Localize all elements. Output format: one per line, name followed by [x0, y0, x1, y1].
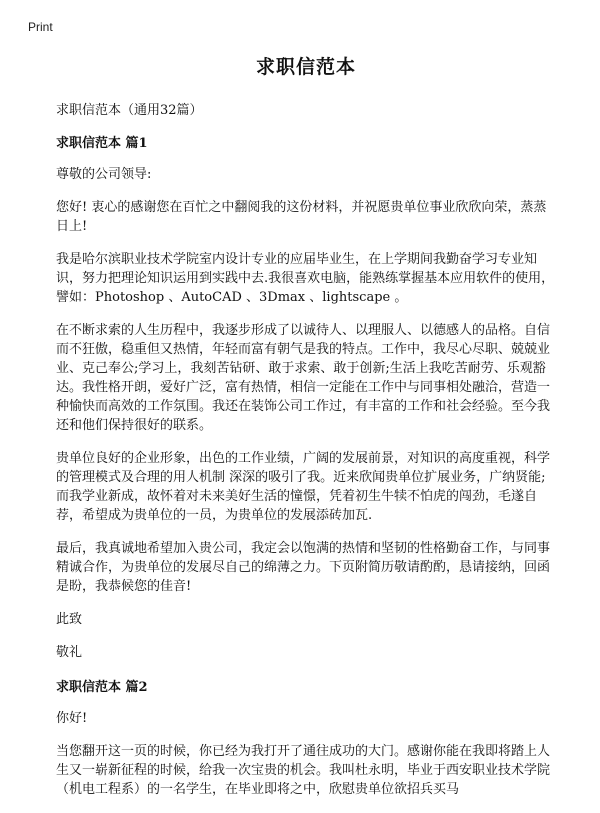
salutation: 你好! [56, 711, 88, 726]
salutation: 尊敬的公司领导: [56, 167, 152, 182]
intro-paragraph: 当您翻开这一页的时候，你已经为我打开了通往成功的大门。感谢你能在我即将踏上人生又一崭新征程的时候，给我一次宝贵的机会。我叫杜永明，毕业于西安职业技术学院（机电工程系）的一名学生，在毕业即将之中，欣慰贵单位欲招兵买马 [56, 744, 551, 797]
document-subtitle: 求职信范本（通用32篇） [56, 103, 203, 118]
sign-off-1: 此致 [56, 612, 83, 627]
sign-off-2: 敬礼 [56, 645, 83, 660]
closing-paragraph: 最后，我真诚地希望加入贵公司，我定会以饱满的热情和坚韧的性格勤奋工作，与同事精诚合作，为贵单位的发展尽自己的绵薄之力。下页附简历敬请酌酌，恳请接纳，回函是盼，我恭候您的佳音! [56, 541, 551, 594]
section-heading: 求职信范本 篇1 [56, 136, 148, 151]
section-2 [56, 676, 556, 799]
page-title: 求职信范本 [255, 56, 356, 78]
section-1 [56, 132, 556, 662]
character-paragraph: 在不断求索的人生历程中，我逐步形成了以诚待人、以理服人、以德感人的品格。自信而不狂傲，稳重但又热情，年轻而富有朝气是我的特点。工作中，我尽心尽职、兢兢业业、克己奉公;学习上，我刻苦钻研、敢于求索、敢于创新;生活上我吃苦耐劳、乐观豁达。我性格开朗，爱好广泛，富有热情，相信一定能在工作中与同事相处融洽，营造一种愉快而高效的工作氛围。我还在装饰公司工作过，有丰富的工作和社会经验。至今我还和他们保持很好的联系。 [56, 323, 551, 433]
document-page [56, 52, 556, 813]
intro-paragraph: 我是哈尔滨职业技术学院室内设计专业的应届毕业生，在上学期间我勤奋学习专业知识，努力把理论知识运用到实践中去.我很喜欢电脑，能熟练掌握基本应用软件的使用，譬如：Photoshop 、AutoCAD 、3Dmax 、lightscape 。 [56, 252, 555, 305]
motivation-paragraph: 贵单位良好的企业形象，出色的工作业绩，广阔的发展前景，对知识的高度重视，科学的管理模式及合理的用人机制 深深的吸引了我。近来欣闻贵单位扩展业务，广纳贤能;而我学业新成，故怀着对未来美好生活的憧憬，凭着初生牛犊不怕虎的闯劲，毛遂自荐，希望成为贵单位的一员，为贵单位的发展添砖加瓦. [56, 451, 551, 523]
section-heading: 求职信范本 篇2 [56, 680, 148, 695]
print-link[interactable]: Print [28, 20, 53, 34]
greeting-paragraph: 您好! 衷心的感谢您在百忙之中翻阅我的这份材料，并祝愿贵单位事业欣欣向荣，蒸蒸日上! [56, 200, 547, 234]
